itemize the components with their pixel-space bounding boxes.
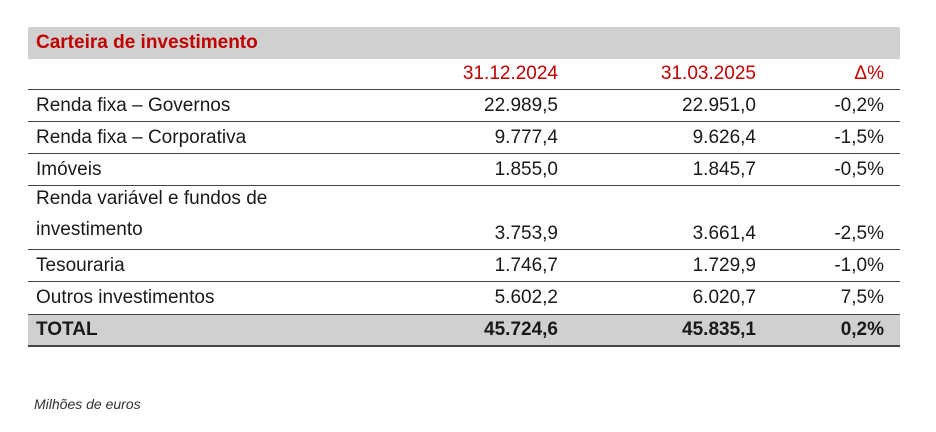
value-2025: 1.729,9 [692, 254, 756, 276]
row-label-line-2: investimento [36, 219, 143, 240]
column-header-2024: 31.12.2024 [462, 63, 558, 84]
column-header-delta: Δ% [854, 63, 884, 84]
value-delta: 7,5% [840, 287, 884, 308]
total-label: TOTAL [36, 319, 98, 340]
value-2024: 5.602,2 [494, 287, 558, 308]
table-title: Carteira de investimento [36, 32, 258, 53]
total-2024: 45.724,6 [484, 319, 558, 340]
row-label: Renda fixa – Governos [36, 94, 231, 116]
table-row [28, 154, 900, 186]
value-2025: 3.661,4 [692, 223, 756, 244]
row-label-line-1: Renda variável e fundos de [36, 188, 268, 209]
value-delta: -0,2% [834, 94, 884, 116]
table-header-row [28, 59, 900, 90]
table-row [28, 186, 900, 250]
table-row [28, 90, 900, 122]
total-2025: 45.835,1 [682, 319, 756, 340]
table-row [28, 122, 900, 154]
footnote-units: Milhões de euros [34, 396, 141, 412]
column-header-2025: 31.03.2025 [660, 63, 756, 84]
table-total-row [28, 314, 900, 347]
value-2024: 9.777,4 [494, 126, 558, 148]
row-label: Tesouraria [36, 254, 125, 276]
value-2025: 9.626,4 [692, 126, 756, 148]
row-label: Imóveis [36, 158, 102, 180]
value-2025: 22.951,0 [682, 94, 756, 116]
value-2024: 1.855,0 [494, 158, 558, 180]
row-label: Renda fixa – Corporativa [36, 126, 247, 148]
value-delta: -2,5% [834, 223, 884, 244]
value-2024: 3.753,9 [494, 223, 558, 244]
value-2025: 6.020,7 [692, 287, 756, 308]
table-row [28, 282, 900, 314]
value-2025: 1.845,7 [692, 158, 756, 180]
total-delta: 0,2% [840, 319, 884, 340]
table-row [28, 250, 900, 282]
table-title-bar [28, 27, 900, 59]
investment-portfolio-table [28, 27, 900, 347]
value-delta: -1,0% [834, 254, 884, 276]
value-2024: 1.746,7 [494, 254, 558, 276]
value-delta: -1,5% [834, 126, 884, 148]
row-label [28, 183, 368, 245]
value-2024: 22.989,5 [484, 94, 558, 116]
value-delta: -0,5% [834, 158, 884, 180]
row-label: Outros investimentos [36, 287, 215, 308]
